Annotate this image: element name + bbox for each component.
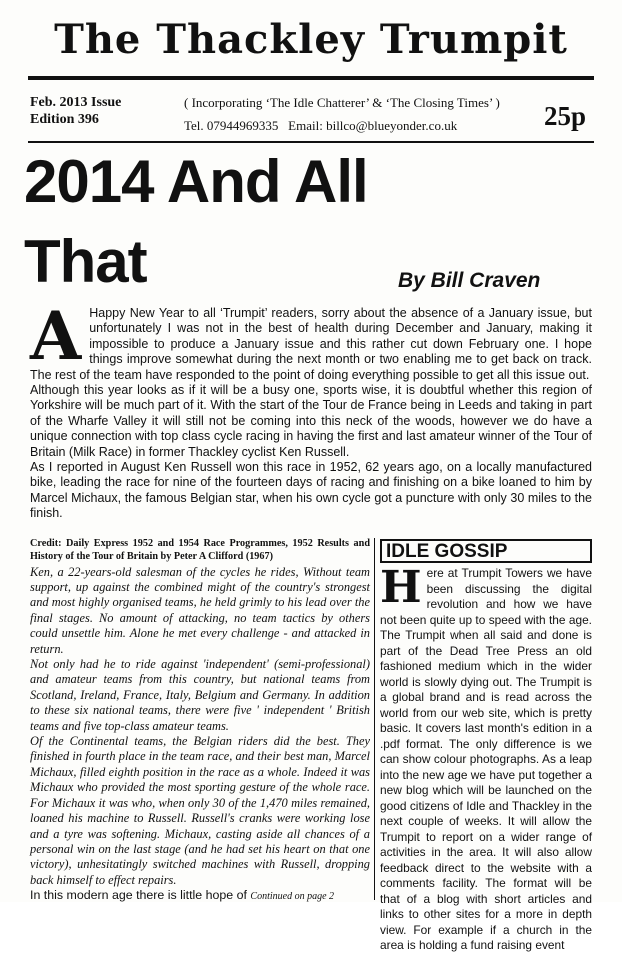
masthead-rule — [28, 76, 594, 80]
masthead-title: The Thackley Trumpit — [54, 16, 568, 63]
quote-paragraph-2: Not only had he to ride against 'independent' (semi-professional) and amateur teams from this country, but national teams from Scotland, Ireland, France, Italy, Belgium and Germany. In addition to these six national teams, there were five ' independent ' British teams and five top-class amateur teams. — [30, 657, 370, 733]
column-divider — [374, 538, 375, 900]
email: Email: billco@blueyonder.co.uk — [288, 118, 458, 133]
price: 25p — [544, 101, 587, 131]
telephone: Tel. 07944969335 — [184, 118, 279, 133]
quote-paragraph-3: Of the Continental teams, the Belgian riders did the best. They finished in fourth place in the team race, and their best man, Marcel Michaux, filled eighth position in the race as a whole. Indeed it was Michaux who provided the most sporting gesture of the whole race. For Michaux it was who, when only 30 of the 1,470 miles remained, loaned his machine to Russell. Russell's cranks were working lose and a tyre was softening. Michaux, casting aside all chances of a personal win on the last stage (and he had set his heart on that one victory), unhesitatingly switched machines with Russell, dropping back himself to effect repairs. — [30, 734, 370, 887]
intro-paragraph-3: As I reported in August Ken Russell won this race in 1952, 62 years ago, on a locally manufactured bike, leading the race for nine of the fourteen days of racing and finishing on a bike loaned to him by Marcel Michaux, the famous Belgian star, when his own cycle got a puncture with only 30 miles to the finish. — [30, 460, 592, 521]
quote-paragraph-1: Ken, a 22-years-old salesman of the cycles he rides, Without team support, up against the combined might of the country's strongest and most highly organised teams, he held grimly to his lead over the final stages. No amount of attacking, no team tactics by others could unsettle him. Alone he met every challenge - and attacked in return. — [30, 564, 370, 656]
issue-date: Feb. 2013 Issue — [30, 95, 122, 110]
source-credit: Credit: Daily Express 1952 and 1954 Race Programmes, 1952 Results and History of the Tour of Britain by Peter A Clifford (1967) — [30, 538, 370, 562]
closing-paragraph: In this modern age there is little hope of Continued on page 2 — [30, 888, 335, 903]
continued-note: Continued on page 2 — [250, 891, 335, 903]
incorporating-line: ( Incorporating ‘The Idle Chatterer’ & ‘The Closing Times’ ) — [184, 95, 500, 110]
article-intro — [30, 297, 592, 522]
contact-line — [184, 117, 457, 134]
headline-line-2: That — [24, 228, 147, 295]
intro-paragraph-2: Although this year looks as if it will be a busy one, sports wise, it is doubtful whether this region of Yorkshire will be much part of it. With the start of the Tour de France being in Leeds and taking in part of the Wharfe Valley it will still not be coming into this neck of the woods, however we do have a unique connection with top class cycle racing in having the first and last amateur winner of the Tour of Britain (Milk Race) in former Thackley cyclist Ken Russell. — [30, 383, 592, 459]
intro-paragraph-1: A Happy New Year to all ‘Trumpit’ readers, sorry about the absence of a January issue, but unfortunately I was not in the best of health during December and January, making it impossible to produce a January issue and this rather cut down February one. I hope things improve somewhat during the next month or two enabling me to get back on track. The rest of the team have responded to the point of doing everything possible to get all this issue out. — [30, 297, 592, 382]
drop-cap: A — [30, 297, 82, 375]
article-left-column — [30, 538, 370, 905]
gossip-column — [380, 562, 592, 954]
gossip-body: Here at Trumpit Towers we have been discussing the digital revolution and how we have not been quite up to speed with the age. The Trumpit when all said and done is part of the Dead Tree Press an old fashioned medium which in the wider world is slowly dying out. The Trumpit is a global brand and is read across the world from our web site, which is pretty basic. It covers last month's edition in a .pdf format. The only difference is we can show colour photographs. As a leap into the new age we have put together a new blog which will be launched on the good citizens of Idle and Thackley in the next couple of weeks. It will allow the Trumpit to report on a wider range of activities in the area. It will also allow feedback direct to the website with a comments facility. The format will be that of a blog with short articles and links to other sites for a more in depth view. For example if a church in the area is holding a fund raising event — [380, 562, 592, 952]
edition-number: Edition 396 — [30, 112, 99, 127]
article-byline: By Bill Craven — [398, 269, 541, 292]
issue-info — [30, 94, 121, 128]
gossip-heading: IDLE GOSSIP — [380, 539, 592, 563]
gossip-drop-cap: H — [380, 562, 422, 613]
headline-line-1: 2014 And All — [24, 148, 368, 215]
